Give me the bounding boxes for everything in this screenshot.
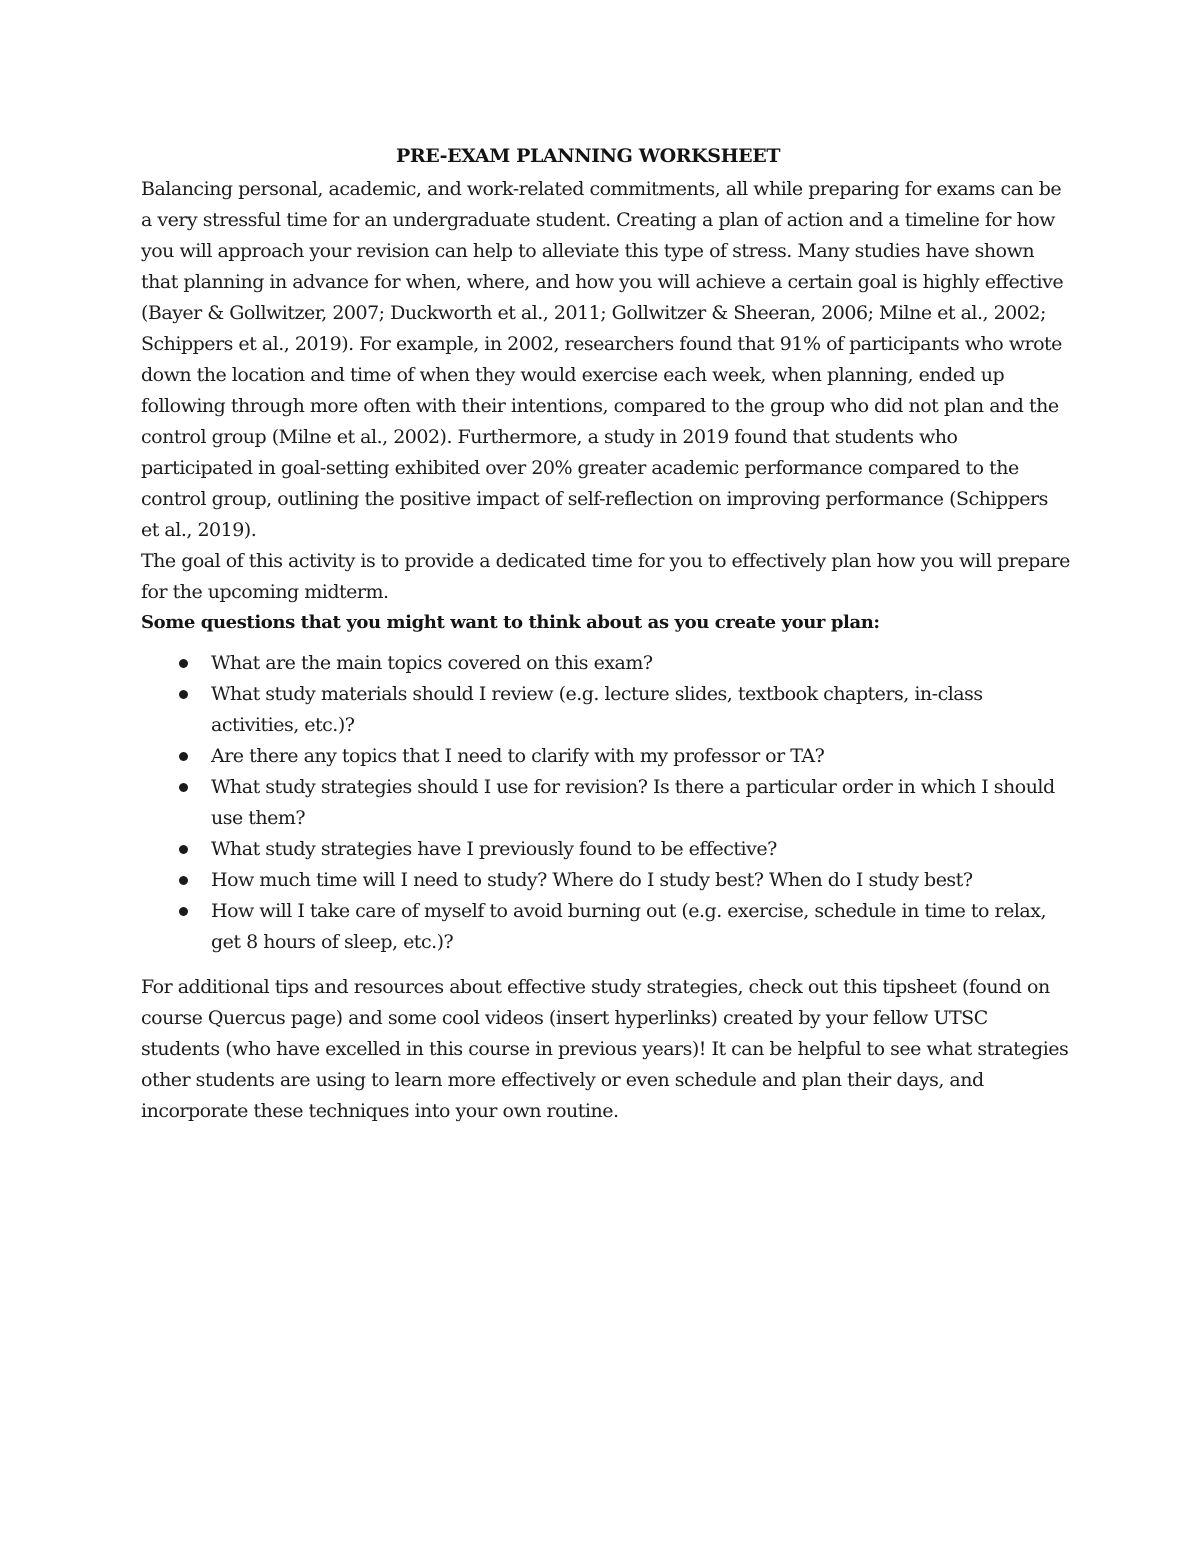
intro-paragraph: Balancing personal, academic, and work-related commitments, all while preparing for exams can be a very stressful time for an undergraduate student. Creating a plan of action and a timeline for how you will approach your revision can help to alleviate this type of stress. Many studies have shown that planning in advance for when, where, and how you will achieve a certain goal is highly effective (Bayer & Gollwitzer, 2007; Duckworth et al., 2011; Gollwitzer & Sheeran, 2006; Milne et al., 2002; Schippers et al., 2019). For example, in 2002, researchers found that 91% of participants who wrote down the location and time of when they would exercise each week, when planning, ended up following through more often with their intentions, compared to the group who did not plan and the control group (Milne et al., 2002). Furthermore, a study in 2019 found that students who participated in goal-setting exhibited over 20% greater academic performance compared to the control group, outlining the positive impact of self-reflection on improving performance (Schippers et al., 2019). <box>141 178 1064 541</box>
list-item-text: What study strategies should I use for revision? Is there a particular order in which I should use them? <box>211 776 1055 829</box>
questions-heading: Some questions that you might want to think about as you create your plan: <box>141 612 880 633</box>
list-item-text: How much time will I need to study? Where do I study best? When do I study best? <box>211 869 973 891</box>
list-item-text: Are there any topics that I need to clarify with my professor or TA? <box>211 745 825 767</box>
bullet-icon <box>179 845 188 854</box>
bullet-icon <box>179 907 188 916</box>
bullet-icon <box>179 752 188 761</box>
bullet-icon <box>179 690 188 699</box>
goal-paragraph: The goal of this activity is to provide a dedicated time for you to effectively plan how you will prepare for the upcoming midterm. <box>141 550 1070 603</box>
closing-paragraph: For additional tips and resources about effective study strategies, check out this tipsheet (found on course Quercus page) and some cool videos (insert hyperlinks) created by your fellow UTSC students (who have excelled in this course in previous years)! It can be helpful to see what strategies other students are using to learn more effectively or even schedule and plan their days, and incorporate these techniques into your own routine. <box>141 976 1069 1122</box>
document-page <box>141 140 1071 1127</box>
document-title: PRE-EXAM PLANNING WORKSHEET <box>395 145 781 167</box>
list-item-text: What study strategies have I previously found to be effective? <box>211 838 777 860</box>
list-item-text: What are the main topics covered on this exam? <box>211 652 653 674</box>
list-item <box>179 648 1071 679</box>
list-item <box>179 896 1071 958</box>
questions-list <box>141 648 1071 958</box>
bullet-icon <box>179 876 188 885</box>
list-item <box>179 741 1071 772</box>
bullet-icon <box>179 659 188 668</box>
list-item-text: What study materials should I review (e.g. lecture slides, textbook chapters, in-class activities, etc.)? <box>211 683 983 736</box>
list-item <box>179 865 1071 896</box>
list-item <box>179 772 1071 834</box>
list-item <box>179 834 1071 865</box>
bullet-icon <box>179 783 188 792</box>
list-item-text: How will I take care of myself to avoid burning out (e.g. exercise, schedule in time to relax, get 8 hours of sleep, etc.)? <box>211 900 1046 953</box>
list-item <box>179 679 1071 741</box>
